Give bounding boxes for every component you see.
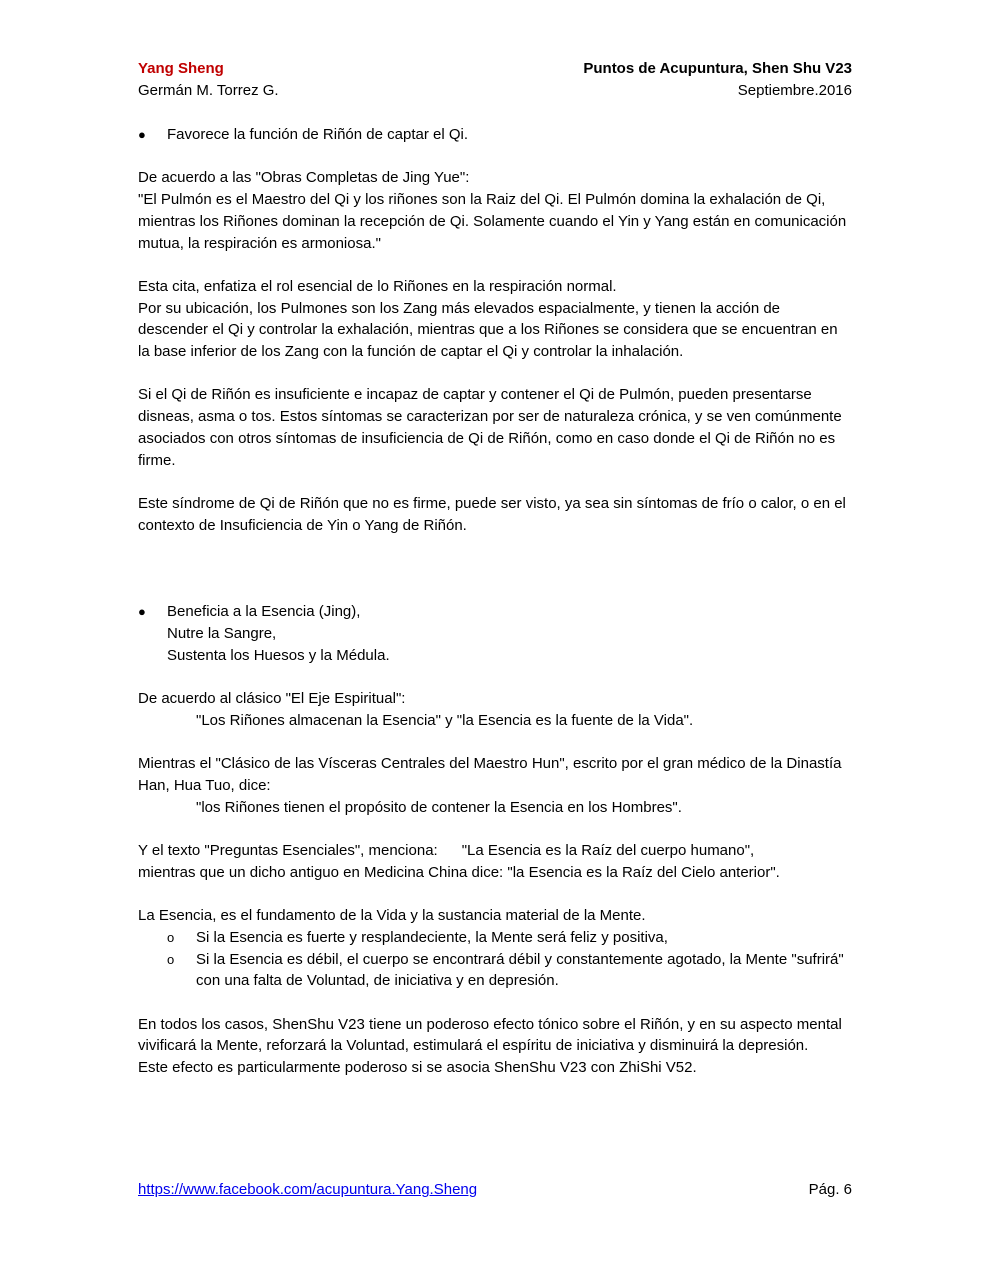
bullet-continuation: Sustenta los Huesos y la Médula. — [167, 646, 390, 664]
paragraph: Mientras el "Clásico de las Vísceras Centrales del Maestro Hun", escrito por el gran médico de la Dinastía Han, Hua Tuo, dice: — [138, 755, 842, 794]
header-date: Septiembre.2016 — [737, 82, 852, 99]
paragraph-part: "La Esencia es la Raíz del cuerpo humano", — [461, 842, 755, 860]
footer — [138, 1179, 852, 1201]
quote-line: "los Riñones tienen el propósito de contener la Esencia en los Hombres". — [196, 798, 682, 816]
bullet-text: Favorece la función de Riñón de captar el Qi. — [167, 126, 469, 143]
header-row-2 — [138, 80, 852, 102]
header-row-1 — [138, 58, 852, 80]
paragraph: De acuerdo a las "Obras Completas de Jing Yue": — [138, 169, 470, 187]
header-right-title: Puntos de Acupuntura, Shen Shu V23 — [583, 60, 852, 77]
bullet-marker: ● — [138, 604, 146, 620]
paragraph: Si el Qi de Riñón es insuficiente e incapaz de captar y contener el Qi de Pulmón, pueden presentarse disneas, asma o tos. Estos síntomas se caracterizan por ser de naturaleza crónica, y se ven comúnmente asociados con otros síntomas de insuficiencia de Qi de Riñón, como en caso donde el Qi de Riñón no es firme. — [138, 386, 842, 469]
paragraph: La Esencia, es el fundamento de la Vida y la sustancia material de la Mente. — [138, 907, 646, 925]
sub-bullet-item — [138, 949, 852, 992]
paragraph: Este síndrome de Qi de Riñón que no es firme, puede ser visto, ya sea sin síntomas de frío o calor, o en el contexto de Insuficiencia de Yin o Yang de Riñón. — [138, 494, 846, 534]
paragraph: Por su ubicación, los Pulmones son los Zang más elevados espacialmente, y tienen la acción de descender el Qi y controlar la exhalación, mientras que a los Riñones se considera que se encuentran en la base inferior de los Zang con la función de captar el Qi y controlar la inhalación. — [138, 299, 838, 360]
bullet-item — [138, 124, 852, 146]
sub-bullet-item — [138, 927, 852, 949]
paragraph — [138, 840, 852, 862]
sub-bullet-text: Si la Esencia es débil, el cuerpo se encontrará débil y constantemente agotado, la Mente "sufrirá" con una falta de Voluntad, de iniciativa y en depresión. — [196, 950, 844, 990]
sub-bullet-text: Si la Esencia es fuerte y resplandeciente, la Mente será feliz y positiva, — [196, 928, 668, 946]
bullet-item — [138, 601, 852, 623]
quote-paragraph: "El Pulmón es el Maestro del Qi y los riñones son la Raiz del Qi. El Pulmón domina la exhalación de Qi, mientras los Riñones dominan la recepción de Qi. Solamente cuando el Yin y Yang están en comunicación mutua, la respiración es armoniosa." — [138, 191, 847, 252]
bullet-continuation: Nutre la Sangre, — [167, 625, 277, 643]
bullet-marker: ● — [138, 127, 146, 142]
paragraph: Esta cita, enfatiza el rol esencial de lo Riñones en la respiración normal. — [138, 277, 617, 295]
paragraph: En todos los casos, ShenShu V23 tiene un poderoso efecto tónico sobre el Riñón, y en su aspecto mental vivificará la Mente, reforzará la Voluntad, estimulará el espíritu de iniciativa y disminuirá la depresión. — [138, 1015, 842, 1055]
sub-bullet-marker: o — [167, 951, 175, 967]
bullet-text: Beneficia a la Esencia (Jing), — [167, 603, 361, 621]
document-body — [138, 124, 852, 1079]
page — [138, 58, 852, 1079]
facebook-link[interactable]: https://www.facebook.com/acupuntura.Yang.Sheng — [138, 1181, 478, 1198]
header-left-title: Yang Sheng — [138, 60, 224, 77]
paragraph: Este efecto es particularmente poderoso si se asocia ShenShu V23 con ZhiShi V52. — [138, 1059, 697, 1077]
paragraph: mientras que un dicho antiguo en Medicina China dice: "la Esencia es la Raíz del Cielo anterior". — [138, 863, 780, 881]
page-number: Pág. 6 — [808, 1181, 852, 1198]
sub-bullet-marker: o — [167, 929, 175, 945]
paragraph-part: Y el texto "Preguntas Esenciales", menciona: — [138, 842, 438, 860]
quote-line: "Los Riñones almacenan la Esencia" y "la Esencia es la fuente de la Vida". — [196, 711, 694, 729]
paragraph: De acuerdo al clásico "El Eje Espiritual": — [138, 690, 406, 708]
header-author: Germán M. Torrez G. — [138, 82, 279, 99]
